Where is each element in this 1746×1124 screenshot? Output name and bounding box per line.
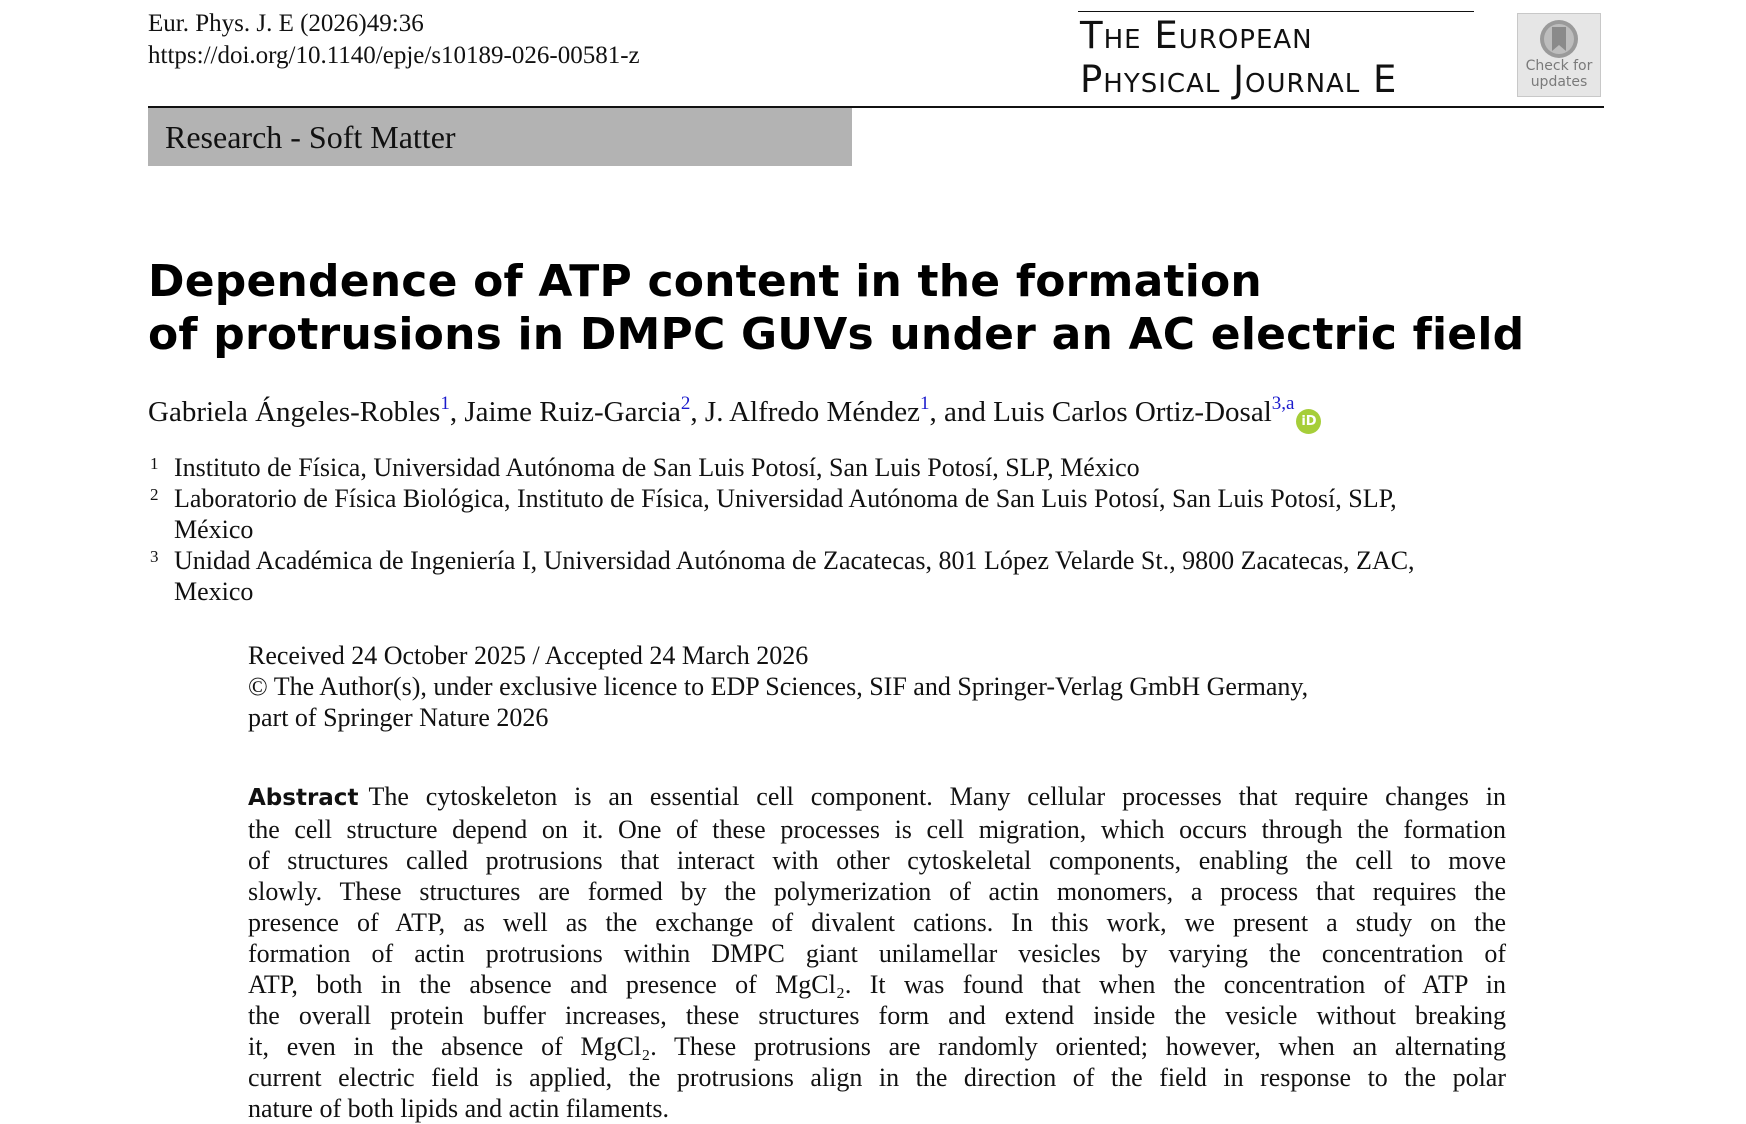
author-name[interactable]: Gabriela Ángeles-Robles bbox=[148, 396, 441, 428]
abstract-line: presence of ATP, as well as the exchange of divalent cations. In this work, we present a study on the bbox=[248, 908, 1506, 937]
copyright-line-cont: part of Springer Nature 2026 bbox=[248, 703, 549, 732]
author-name[interactable]: Jaime Ruiz-Garcia bbox=[464, 396, 681, 428]
citation-block bbox=[148, 8, 640, 72]
journal-top-rule bbox=[1078, 11, 1474, 12]
affiliation-text: Unidad Académica de Ingeniería I, Universidad Autónoma de Zacatecas, 801 López Velarde St., 9800 Zacatecas, ZAC, bbox=[174, 546, 1415, 575]
orcid-icon[interactable]: iD bbox=[1296, 409, 1321, 434]
publication-dates bbox=[248, 640, 1308, 733]
abstract-line: current electric field is applied, the protrusions align in the direction of the field in response to the polar bbox=[248, 1063, 1506, 1092]
abstract-line: of structures called protrusions that interact with other cytoskeletal components, enabling the cell to move bbox=[248, 846, 1506, 875]
abstract-line: the overall protein buffer increases, these structures form and extend inside the vesicle without breaking bbox=[248, 1001, 1506, 1030]
title-line-2: of protrusions in DMPC GUVs under an AC electric field bbox=[148, 309, 1525, 360]
affiliation-number: 2 bbox=[150, 485, 159, 504]
author-separator: , bbox=[690, 396, 705, 428]
affiliation-text: Instituto de Física, Universidad Autónoma de San Luis Potosí, San Luis Potosí, SLP, México bbox=[174, 453, 1140, 482]
affiliation-text-cont: Mexico bbox=[174, 577, 254, 606]
author-name[interactable]: J. Alfredo Méndez bbox=[704, 396, 920, 428]
journal-name bbox=[1080, 14, 1397, 102]
abstract-line: ATP, both in the absence and presence of MgCl₂. It was found that when the concentration of ATP in bbox=[248, 970, 1506, 999]
abstract bbox=[248, 781, 1506, 1124]
article-category-bar bbox=[148, 108, 852, 166]
check-for-updates-button[interactable] bbox=[1517, 13, 1601, 97]
affiliation-number: 1 bbox=[150, 454, 159, 473]
bookmark-icon bbox=[1536, 18, 1582, 62]
author-list bbox=[148, 394, 1321, 434]
abstract-line: formation of actin protrusions within DMPC giant unilamellar vesicles by varying the concentration of bbox=[248, 939, 1506, 968]
doi-link[interactable]: https://doi.org/10.1140/epje/s10189-026-00581-z bbox=[148, 42, 640, 69]
affiliation-link[interactable]: 1 bbox=[440, 393, 450, 414]
journal-citation: Eur. Phys. J. E (2026)49:36 bbox=[148, 10, 424, 37]
journal-name-line1: The European bbox=[1080, 14, 1313, 57]
author-name[interactable]: Luis Carlos Ortiz-Dosal bbox=[993, 396, 1272, 428]
affiliation-link[interactable]: 3,a bbox=[1271, 393, 1295, 414]
abstract-line: nature of both lipids and actin filaments. bbox=[248, 1094, 669, 1123]
abstract-line: the cell structure depend on it. One of these processes is cell migration, which occurs through the formation bbox=[248, 815, 1506, 844]
abstract-line: slowly. These structures are formed by the polymerization of actin monomers, a process that requires the bbox=[248, 877, 1506, 906]
title-line-1: Dependence of ATP content in the formation bbox=[148, 256, 1262, 307]
affiliation-item bbox=[148, 452, 1608, 483]
affiliation-text-cont: México bbox=[174, 515, 254, 544]
abstract-line: Abstract The cytoskeleton is an essential cell component. Many cellular processes that require changes in bbox=[248, 782, 1506, 811]
affiliation-number: 3 bbox=[150, 547, 159, 566]
affiliation-link[interactable]: 1 bbox=[919, 393, 930, 414]
copyright-line: © The Author(s), under exclusive licence to EDP Sciences, SIF and Springer-Verlag GmbH Germany, bbox=[248, 672, 1309, 701]
affiliation-text: Laboratorio de Física Biológica, Instituto de Física, Universidad Autónoma de San Luis Potosí, San Luis Potosí, SLP, bbox=[174, 484, 1397, 513]
abstract-line: it, even in the absence of MgCl₂. These protrusions are randomly oriented; however, when an alternating bbox=[248, 1032, 1506, 1061]
received-accepted: Received 24 October 2025 / Accepted 24 March 2026 bbox=[248, 641, 809, 670]
affiliation-list bbox=[148, 452, 1608, 607]
check-updates-label: Check for updates bbox=[1525, 58, 1593, 90]
author-separator: , and bbox=[929, 396, 994, 428]
affiliation-item bbox=[148, 545, 1608, 607]
journal-name-line2: Physical Journal E bbox=[1080, 58, 1398, 101]
affiliation-item bbox=[148, 483, 1608, 545]
abstract-label: Abstract bbox=[248, 785, 359, 811]
author-separator: , bbox=[449, 396, 465, 428]
article-category: Research - Soft Matter bbox=[165, 119, 456, 155]
affiliation-link[interactable]: 2 bbox=[680, 393, 691, 414]
article-title bbox=[148, 255, 1524, 361]
